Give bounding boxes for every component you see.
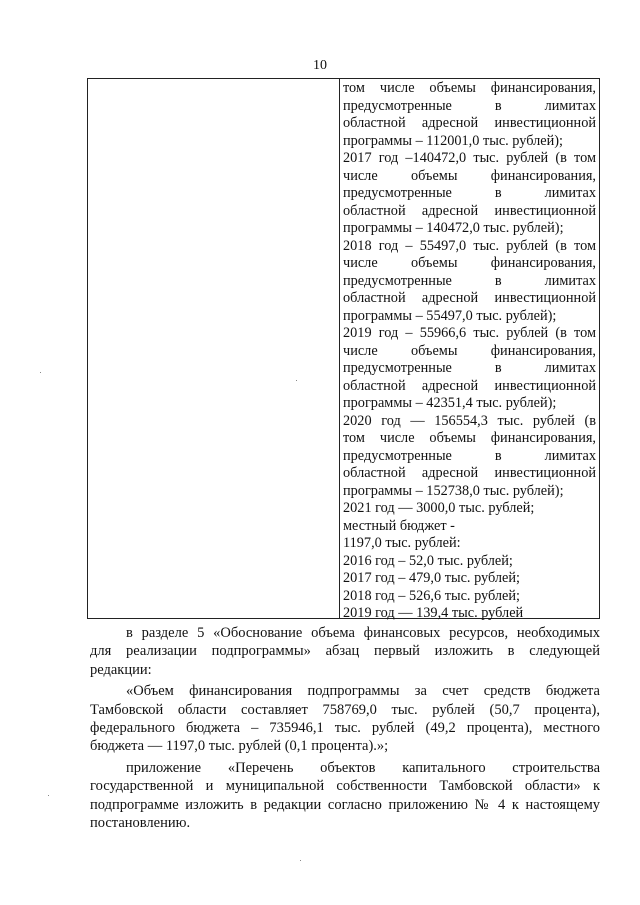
paragraph-line: подпрограмме изложить в редакции согласно приложению № 4 к настоящему (90, 796, 600, 813)
table-left-cell (88, 79, 340, 618)
paragraph-line: Тамбовской области составляет 758769,0 тыс. рублей (50,7 процента), (90, 701, 600, 718)
paragraph-financing-volume (90, 682, 600, 756)
table-line: числе объемы финансирования, (343, 167, 596, 184)
table-line: предусмотренные в лимитах (343, 185, 596, 201)
table-line: числе объемы финансирования, (343, 342, 596, 359)
paragraph-line: федерального бюджета – 735946,1 тыс. рублей (49,2 процента), местного (90, 719, 600, 736)
paragraph-line: приложение «Перечень объектов капитального строительства (126, 759, 600, 776)
table-line: том числе объемы финансирования, (343, 80, 596, 96)
table-line: 2018 год – 526,6 тыс. рублей; (343, 587, 521, 604)
table-line: том числе объемы финансирования, (343, 430, 596, 446)
financing-table (87, 78, 600, 619)
paragraph-section-5 (90, 624, 600, 679)
table-line: областной адресной инвестиционной (343, 115, 596, 131)
table-line: областной адресной инвестиционной (343, 377, 596, 394)
paragraph-line: для реализации подпрограммы» абзац первый изложить в следующей (90, 643, 600, 660)
paragraph-line: «Объем финансирования подпрограммы за счет средств бюджета (126, 683, 600, 700)
table-line: предусмотренные в лимитах (343, 272, 596, 289)
table-line: 2019 год — 139,4 тыс. рублей (343, 605, 524, 621)
table-line: 2019 год – 55966,6 тыс. рублей (в том (343, 325, 596, 341)
table-line: программы – 42351,4 тыс. рублей); (343, 395, 557, 411)
table-line: 2017 год –140472,0 тыс. рублей (в том (343, 150, 596, 166)
paragraph-line: постановлению. (90, 814, 191, 831)
table-line: 2016 год – 52,0 тыс. рублей; (343, 552, 513, 569)
table-line: областной адресной инвестиционной (343, 465, 596, 481)
table-line: областной адресной инвестиционной (343, 202, 596, 219)
table-line: 1197,0 тыс. рублей: (343, 535, 461, 551)
table-line: 2021 год — 3000,0 тыс. рублей; (343, 500, 535, 516)
table-line: программы – 55497,0 тыс. рублей); (343, 307, 557, 324)
scan-speck (48, 795, 49, 796)
paragraph-line: государственной и муниципальной собственности Тамбовской области» к (90, 778, 600, 795)
table-line: областной адресной инвестиционной (343, 290, 596, 306)
table-line: местный бюджет - (343, 517, 455, 534)
table-line: предусмотренные в лимитах (343, 360, 596, 376)
table-line: предусмотренные в лимитах (343, 97, 596, 114)
table-line: программы – 140472,0 тыс. рублей); (343, 220, 564, 236)
table-line: 2020 год — 156554,3 тыс. рублей (в (343, 412, 596, 429)
table-line: числе объемы финансирования, (343, 255, 596, 271)
table-line: 2018 год – 55497,0 тыс. рублей (в том (343, 237, 596, 254)
table-right-cell (340, 79, 599, 621)
scan-speck (296, 380, 297, 381)
scan-speck (300, 860, 301, 861)
table-line: программы – 112001,0 тыс. рублей); (343, 132, 564, 149)
paragraph-line: редакции: (90, 661, 152, 678)
paragraph-appendix (90, 759, 600, 833)
table-line: предусмотренные в лимитах (343, 447, 596, 464)
table-line: программы – 152738,0 тыс. рублей); (343, 482, 564, 499)
paragraph-line: в разделе 5 «Обоснование объема финансовых ресурсов, необходимых (126, 625, 600, 641)
paragraph-line: бюджета — 1197,0 тыс. рублей (0,1 процента).»; (90, 738, 389, 755)
document-body (90, 624, 600, 832)
table-line: 2017 год – 479,0 тыс. рублей; (343, 570, 521, 586)
page-number: 10 (313, 58, 327, 73)
scan-speck (40, 372, 41, 373)
